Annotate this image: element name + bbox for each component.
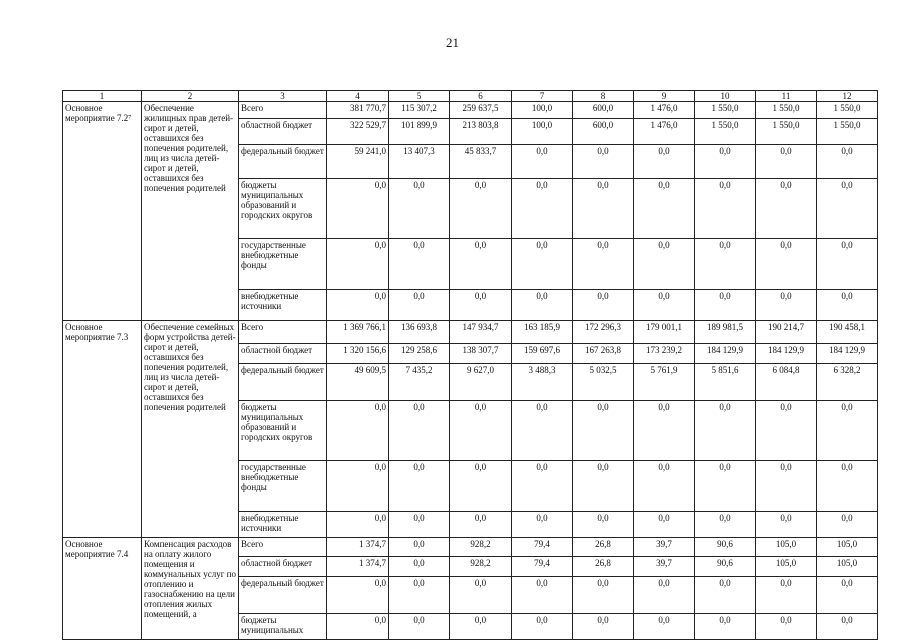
column-header: 5 bbox=[389, 91, 450, 102]
amount-cell: 0,0 bbox=[512, 144, 573, 178]
amount-cell: 0,0 bbox=[756, 289, 817, 321]
amount-cell: 0,0 bbox=[573, 289, 634, 321]
budget-table bbox=[62, 90, 878, 640]
funding-source: внебюджетные источники bbox=[239, 512, 327, 538]
amount-cell: 1 550,0 bbox=[756, 102, 817, 119]
amount-cell: 0,0 bbox=[634, 512, 695, 538]
column-number-row bbox=[63, 91, 878, 102]
amount-cell: 0,0 bbox=[756, 238, 817, 289]
amount-cell: 1 320 156,6 bbox=[327, 343, 389, 363]
amount-cell: 172 296,3 bbox=[573, 321, 634, 344]
amount-cell: 0,0 bbox=[327, 178, 389, 238]
amount-cell: 0,0 bbox=[817, 144, 878, 178]
amount-cell: 0,0 bbox=[512, 512, 573, 538]
funding-source: областной бюджет bbox=[239, 343, 327, 363]
event-description: Обеспечение семейных форм устройства детей-сирот и детей, оставшихся без попечения родителей, лиц из числа детей-сирот и детей, оставшихся без попечения родителей bbox=[142, 321, 239, 538]
funding-source: Всего bbox=[239, 102, 327, 119]
column-header: 4 bbox=[327, 91, 389, 102]
amount-cell: 39,7 bbox=[634, 557, 695, 576]
amount-cell: 0,0 bbox=[450, 576, 512, 613]
amount-cell: 0,0 bbox=[634, 613, 695, 639]
funding-source: бюджеты муниципальных bbox=[239, 613, 327, 639]
amount-cell: 0,0 bbox=[389, 613, 450, 639]
funding-source: федеральный бюджет bbox=[239, 144, 327, 178]
amount-cell: 0,0 bbox=[695, 178, 756, 238]
amount-cell: 0,0 bbox=[327, 238, 389, 289]
amount-cell: 322 529,7 bbox=[327, 118, 389, 144]
amount-cell: 9 627,0 bbox=[450, 364, 512, 401]
amount-cell: 928,2 bbox=[450, 557, 512, 576]
amount-cell: 0,0 bbox=[450, 461, 512, 512]
amount-cell: 0,0 bbox=[634, 401, 695, 461]
column-header: 1 bbox=[63, 91, 142, 102]
amount-cell: 39,7 bbox=[634, 538, 695, 557]
amount-cell: 189 981,5 bbox=[695, 321, 756, 344]
funding-source: Всего bbox=[239, 538, 327, 557]
amount-cell: 105,0 bbox=[756, 557, 817, 576]
amount-cell: 26,8 bbox=[573, 538, 634, 557]
funding-source: Всего bbox=[239, 321, 327, 344]
amount-cell: 100,0 bbox=[512, 102, 573, 119]
amount-cell: 0,0 bbox=[634, 144, 695, 178]
amount-cell: 0,0 bbox=[573, 461, 634, 512]
amount-cell: 0,0 bbox=[695, 576, 756, 613]
funding-source: областной бюджет bbox=[239, 557, 327, 576]
amount-cell: 45 833,7 bbox=[450, 144, 512, 178]
amount-cell: 1 550,0 bbox=[695, 102, 756, 119]
column-header: 7 bbox=[512, 91, 573, 102]
amount-cell: 0,0 bbox=[756, 512, 817, 538]
amount-cell: 0,0 bbox=[817, 238, 878, 289]
column-header: 10 bbox=[695, 91, 756, 102]
amount-cell: 90,6 bbox=[695, 557, 756, 576]
amount-cell: 0,0 bbox=[695, 512, 756, 538]
amount-cell: 0,0 bbox=[450, 401, 512, 461]
amount-cell: 0,0 bbox=[327, 512, 389, 538]
funding-source: государственные внебюджетные фонды bbox=[239, 461, 327, 512]
amount-cell: 0,0 bbox=[695, 289, 756, 321]
amount-cell: 1 550,0 bbox=[817, 118, 878, 144]
amount-cell: 0,0 bbox=[389, 512, 450, 538]
amount-cell: 0,0 bbox=[512, 289, 573, 321]
amount-cell: 1 369 766,1 bbox=[327, 321, 389, 344]
amount-cell: 147 934,7 bbox=[450, 321, 512, 344]
amount-cell: 0,0 bbox=[389, 557, 450, 576]
amount-cell: 0,0 bbox=[327, 289, 389, 321]
amount-cell: 100,0 bbox=[512, 118, 573, 144]
amount-cell: 0,0 bbox=[756, 576, 817, 613]
amount-cell: 213 803,8 bbox=[450, 118, 512, 144]
amount-cell: 1 550,0 bbox=[817, 102, 878, 119]
amount-cell: 1 550,0 bbox=[695, 118, 756, 144]
amount-cell: 0,0 bbox=[817, 401, 878, 461]
amount-cell: 0,0 bbox=[327, 461, 389, 512]
amount-cell: 105,0 bbox=[817, 557, 878, 576]
amount-cell: 0,0 bbox=[634, 289, 695, 321]
amount-cell: 0,0 bbox=[389, 238, 450, 289]
amount-cell: 173 239,2 bbox=[634, 343, 695, 363]
amount-cell: 0,0 bbox=[817, 512, 878, 538]
amount-cell: 0,0 bbox=[695, 401, 756, 461]
amount-cell: 1 374,7 bbox=[327, 557, 389, 576]
amount-cell: 167 263,8 bbox=[573, 343, 634, 363]
amount-cell: 159 697,6 bbox=[512, 343, 573, 363]
column-header: 12 bbox=[817, 91, 878, 102]
amount-cell: 0,0 bbox=[450, 613, 512, 639]
funding-source: федеральный бюджет bbox=[239, 576, 327, 613]
amount-cell: 190 214,7 bbox=[756, 321, 817, 344]
funding-source: государственные внебюджетные фонды bbox=[239, 238, 327, 289]
table-row bbox=[63, 102, 878, 119]
amount-cell: 0,0 bbox=[573, 613, 634, 639]
amount-cell: 101 899,9 bbox=[389, 118, 450, 144]
amount-cell: 0,0 bbox=[573, 178, 634, 238]
amount-cell: 0,0 bbox=[512, 178, 573, 238]
funding-source: бюджеты муниципальных образований и городских округов bbox=[239, 178, 327, 238]
event-name: Основное мероприятие 7.3 bbox=[63, 321, 142, 538]
amount-cell: 0,0 bbox=[634, 576, 695, 613]
amount-cell: 0,0 bbox=[327, 401, 389, 461]
amount-cell: 163 185,9 bbox=[512, 321, 573, 344]
amount-cell: 26,8 bbox=[573, 557, 634, 576]
amount-cell: 0,0 bbox=[817, 289, 878, 321]
amount-cell: 0,0 bbox=[634, 238, 695, 289]
amount-cell: 0,0 bbox=[450, 512, 512, 538]
amount-cell: 115 307,2 bbox=[389, 102, 450, 119]
amount-cell: 138 307,7 bbox=[450, 343, 512, 363]
amount-cell: 1 374,7 bbox=[327, 538, 389, 557]
amount-cell: 0,0 bbox=[817, 178, 878, 238]
table-row bbox=[63, 538, 878, 557]
amount-cell: 0,0 bbox=[817, 576, 878, 613]
funding-source: областной бюджет bbox=[239, 118, 327, 144]
amount-cell: 184 129,9 bbox=[756, 343, 817, 363]
amount-cell: 0,0 bbox=[512, 576, 573, 613]
amount-cell: 0,0 bbox=[450, 289, 512, 321]
amount-cell: 0,0 bbox=[573, 512, 634, 538]
event-name: Основное мероприятие 7.4 bbox=[63, 538, 142, 640]
column-header: 11 bbox=[756, 91, 817, 102]
amount-cell: 105,0 bbox=[817, 538, 878, 557]
amount-cell: 79,4 bbox=[512, 538, 573, 557]
amount-cell: 5 851,6 bbox=[695, 364, 756, 401]
amount-cell: 105,0 bbox=[756, 538, 817, 557]
amount-cell: 129 258,6 bbox=[389, 343, 450, 363]
amount-cell: 179 001,1 bbox=[634, 321, 695, 344]
amount-cell: 0,0 bbox=[695, 461, 756, 512]
amount-cell: 0,0 bbox=[695, 238, 756, 289]
amount-cell: 0,0 bbox=[756, 461, 817, 512]
amount-cell: 600,0 bbox=[573, 118, 634, 144]
amount-cell: 0,0 bbox=[512, 613, 573, 639]
column-header: 2 bbox=[142, 91, 239, 102]
amount-cell: 0,0 bbox=[817, 613, 878, 639]
amount-cell: 184 129,9 bbox=[695, 343, 756, 363]
amount-cell: 190 458,1 bbox=[817, 321, 878, 344]
amount-cell: 0,0 bbox=[389, 576, 450, 613]
amount-cell: 0,0 bbox=[389, 289, 450, 321]
amount-cell: 0,0 bbox=[756, 401, 817, 461]
amount-cell: 0,0 bbox=[512, 238, 573, 289]
amount-cell: 1 550,0 bbox=[756, 118, 817, 144]
amount-cell: 381 770,7 bbox=[327, 102, 389, 119]
amount-cell: 600,0 bbox=[573, 102, 634, 119]
event-description: Обеспечение жилищных прав детей-сирот и детей, оставшихся без попечения родителей, лиц из числа детей-сирот и детей, оставшихся без попечения родителей bbox=[142, 102, 239, 321]
amount-cell: 79,4 bbox=[512, 557, 573, 576]
column-header: 8 bbox=[573, 91, 634, 102]
funding-source: федеральный бюджет bbox=[239, 364, 327, 401]
amount-cell: 0,0 bbox=[450, 178, 512, 238]
amount-cell: 0,0 bbox=[573, 576, 634, 613]
amount-cell: 928,2 bbox=[450, 538, 512, 557]
amount-cell: 0,0 bbox=[634, 178, 695, 238]
amount-cell: 6 328,2 bbox=[817, 364, 878, 401]
amount-cell: 0,0 bbox=[573, 238, 634, 289]
amount-cell: 0,0 bbox=[695, 613, 756, 639]
amount-cell: 136 693,8 bbox=[389, 321, 450, 344]
amount-cell: 7 435,2 bbox=[389, 364, 450, 401]
amount-cell: 0,0 bbox=[327, 576, 389, 613]
amount-cell: 0,0 bbox=[389, 401, 450, 461]
amount-cell: 0,0 bbox=[450, 238, 512, 289]
amount-cell: 5 032,5 bbox=[573, 364, 634, 401]
amount-cell: 90,6 bbox=[695, 538, 756, 557]
amount-cell: 59 241,0 bbox=[327, 144, 389, 178]
amount-cell: 0,0 bbox=[512, 401, 573, 461]
column-header: 6 bbox=[450, 91, 512, 102]
amount-cell: 1 476,0 bbox=[634, 102, 695, 119]
amount-cell: 0,0 bbox=[634, 461, 695, 512]
amount-cell: 0,0 bbox=[389, 461, 450, 512]
page-number: 21 bbox=[446, 35, 459, 50]
amount-cell: 0,0 bbox=[512, 461, 573, 512]
amount-cell: 0,0 bbox=[327, 613, 389, 639]
amount-cell: 49 609,5 bbox=[327, 364, 389, 401]
amount-cell: 259 637,5 bbox=[450, 102, 512, 119]
amount-cell: 0,0 bbox=[756, 613, 817, 639]
amount-cell: 0,0 bbox=[389, 538, 450, 557]
amount-cell: 3 488,3 bbox=[512, 364, 573, 401]
amount-cell: 184 129,9 bbox=[817, 343, 878, 363]
funding-source: бюджеты муниципальных образований и городских округов bbox=[239, 401, 327, 461]
funding-source: внебюджетные источники bbox=[239, 289, 327, 321]
amount-cell: 0,0 bbox=[573, 401, 634, 461]
amount-cell: 0,0 bbox=[389, 178, 450, 238]
amount-cell: 0,0 bbox=[817, 461, 878, 512]
amount-cell: 6 084,8 bbox=[756, 364, 817, 401]
event-name: Основное мероприятие 7.2⁷ bbox=[63, 102, 142, 321]
column-header: 3 bbox=[239, 91, 327, 102]
table-row bbox=[63, 321, 878, 344]
amount-cell: 0,0 bbox=[756, 178, 817, 238]
amount-cell: 13 407,3 bbox=[389, 144, 450, 178]
event-description: Компенсация расходов на оплату жилого помещения и коммунальных услуг по отоплению и газоснабжению на цели отопления жилых помещений, а bbox=[142, 538, 239, 640]
amount-cell: 1 476,0 bbox=[634, 118, 695, 144]
column-header: 9 bbox=[634, 91, 695, 102]
amount-cell: 0,0 bbox=[573, 144, 634, 178]
amount-cell: 5 761,9 bbox=[634, 364, 695, 401]
amount-cell: 0,0 bbox=[695, 144, 756, 178]
amount-cell: 0,0 bbox=[756, 144, 817, 178]
